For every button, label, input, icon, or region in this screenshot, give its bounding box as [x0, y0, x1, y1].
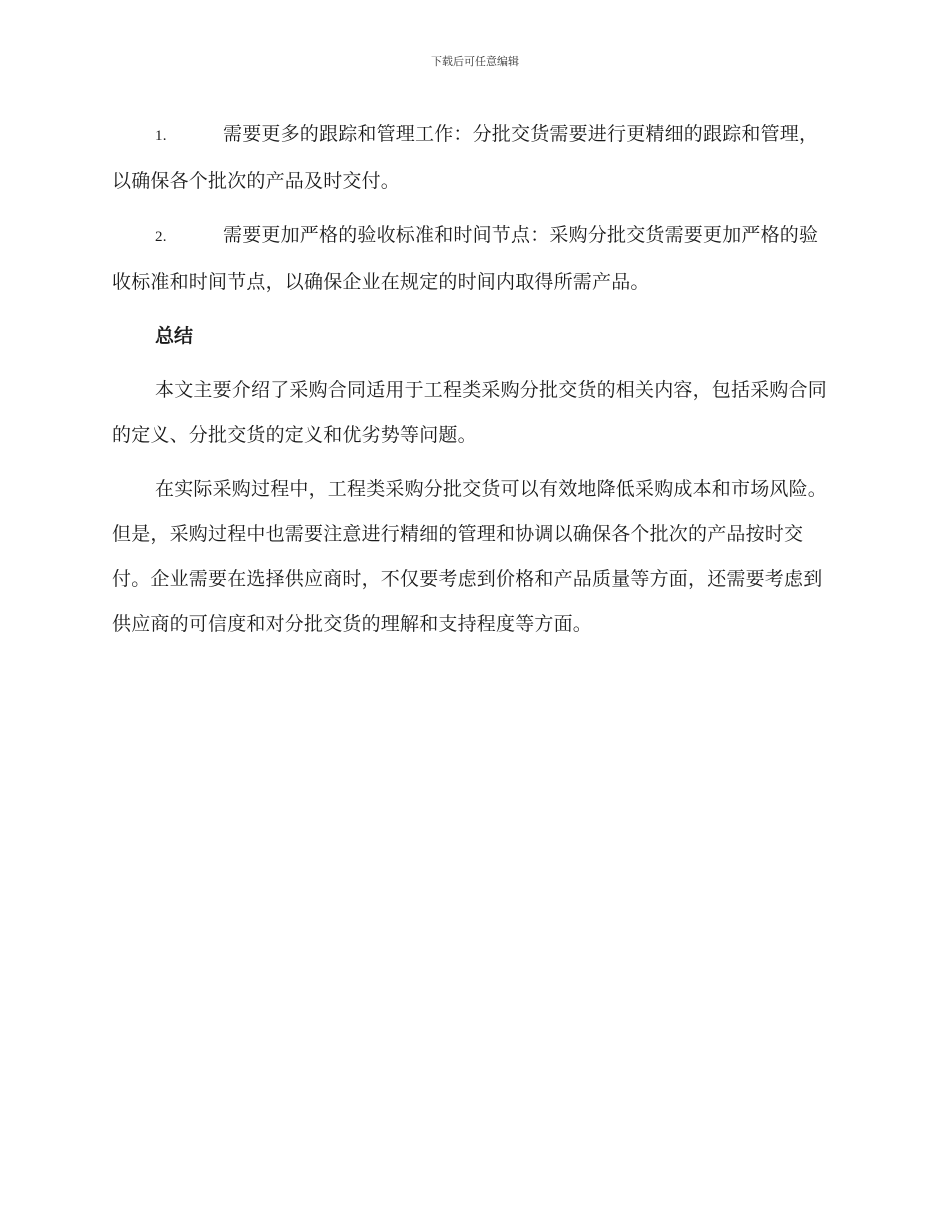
section-heading-summary: 总结	[155, 325, 194, 347]
list-item	[112, 112, 836, 204]
summary-paragraph: 本文主要介绍了采购合同适用于工程类采购分批交货的相关内容，包括采购合同的定义、分批交货的定义和优劣势等问题。	[112, 379, 828, 446]
list-item-number: 2.	[155, 229, 167, 245]
document-body	[112, 112, 836, 656]
page-header: 下载后可任意编辑	[431, 55, 519, 68]
list-item-text: 需要更多的跟踪和管理工作：分批交货需要进行更精细的跟踪和管理，以确保各个批次的产品及时交付。	[112, 123, 819, 192]
summary-paragraph: 在实际采购过程中，工程类采购分批交货可以有效地降低采购成本和市场风险。但是，采购过程中也需要注意进行精细的管理和协调以确保各个批次的产品按时交付。企业需要在选择供应商时，不仅要考虑到价格和产品质量等方面，还需要考虑到供应商的可信度和对分批交货的理解和支持程度等方面。	[112, 478, 828, 635]
list-item-text: 需要更加严格的验收标准和时间节点：采购分批交货需要更加严格的验收标准和时间节点，以确保企业在规定的时间内取得所需产品。	[112, 224, 819, 293]
list-item	[112, 213, 836, 305]
list-item-number: 1.	[155, 128, 167, 144]
